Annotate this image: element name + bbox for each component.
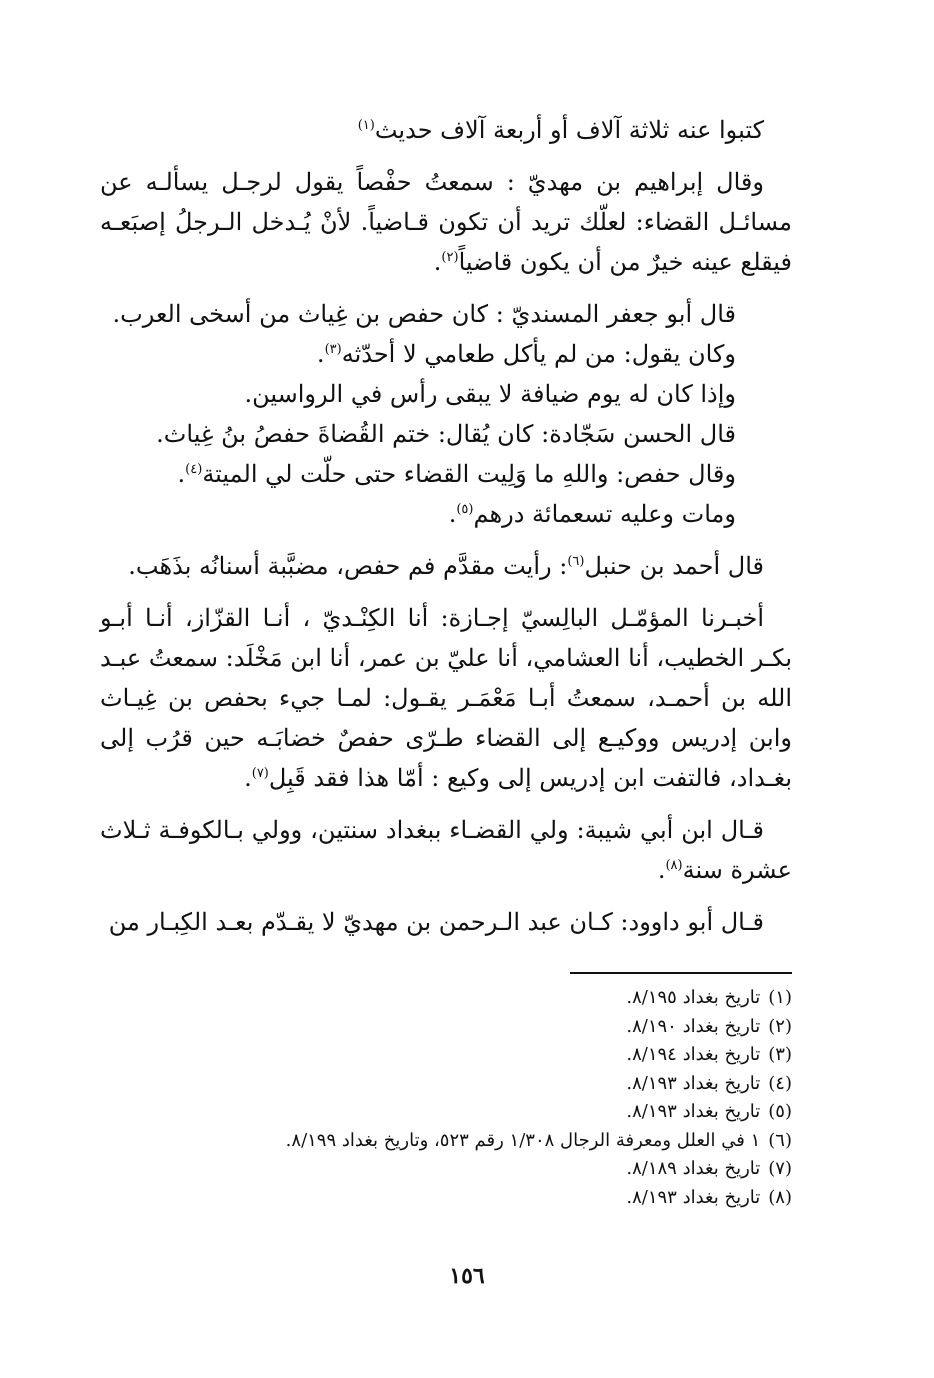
line-diyafa: وإذا كان له يوم ضيافة لا يبقى رأس في الرواسين.	[244, 380, 736, 408]
footnote-7	[100, 1155, 792, 1184]
line-wa-mata	[100, 494, 736, 534]
footnote-number: (٢)	[768, 1015, 792, 1037]
line-hasan-sajjada: قال الحسن سَجّادة: كان يُقال: ختم القُضاةَ حفصُ بنُ غِياث.	[156, 420, 736, 448]
footnote-ref-2: (٢)	[441, 250, 459, 265]
footnote-2	[100, 1013, 792, 1042]
footnote-3	[100, 1041, 792, 1070]
footnote-text: ١ في العلل ومعرفة الرجال ١/٣٠٨ رقم ٥٢٣، وتاريخ بغداد ٨/١٩٩.	[285, 1129, 761, 1151]
footnotes	[100, 984, 792, 1212]
footnote-text: تاريخ بغداد ٨/١٩٣.	[626, 1101, 761, 1122]
line-wa-mata-end: .	[448, 500, 457, 528]
footnote-number: (٥)	[768, 1101, 792, 1122]
footnote-8	[100, 1184, 792, 1213]
footnote-number: (٦)	[768, 1129, 792, 1151]
paragraph-2	[100, 162, 792, 282]
paragraph-4-text: أخبـرنا المؤمّـل البالِسيّ إجـازة: أنا الكِنْـديّ ، أنـا القزّاز، أنـا أبـو بكـر الخطيب، أنا العشامي، أنا عليّ بن عمر، أنا ابن مَخْلَد: سمعتُ عبـد الله بن أحمـد، سمعتُ أبـا مَعْمَـر يقـول: لمـا جيء بحفص بن غِيـاث وابن إدريس ووكيـع إلى القضاء طـرّى حفصٌ خضابَـه حين قرُب إلى بغـداد، فالتفت ابن إدريس إلى وكيع : أمّا هذا فقد قَبِل	[100, 604, 792, 792]
footnote-ref-3: (٣)	[324, 342, 342, 357]
footnote-ref-7: (٧)	[251, 766, 269, 781]
footnote-number: (٣)	[768, 1044, 792, 1065]
footnote-text: تاريخ بغداد ٨/١٩٣.	[626, 1186, 761, 1208]
paragraph-2-end: .	[433, 248, 442, 276]
paragraph-6-text: قـال أبو داوود: كـان عبد الـرحمن بن مهديّ لا يقـدّم بعـد الكِبـار من	[108, 908, 764, 936]
footnote-ref-8: (٨)	[665, 858, 683, 873]
footnote-text: تاريخ بغداد ٨/١٩٣.	[626, 1072, 761, 1094]
line-qala-hafs-text: وقال حفص: واللهِ ما وَلِيت القضاء حتى حلّت لي الميتة	[202, 460, 736, 488]
paragraph-5	[100, 810, 792, 890]
line-qala-hafs	[100, 454, 736, 494]
line-wa-mata-text: ومات وعليه تسعمائة درهم	[473, 500, 736, 528]
footnote-ref-5: (٥)	[456, 502, 474, 517]
footnote-ref-6: (٦)	[567, 554, 585, 569]
paragraph-4	[100, 598, 792, 798]
paragraph-3-lead: قال أحمد بن حنبل	[584, 552, 764, 580]
paragraph-5-end: .	[657, 856, 666, 884]
paragraph-6	[100, 902, 792, 942]
footnote-1	[100, 984, 792, 1013]
footnote-text: تاريخ بغداد ٨/١٩٠.	[626, 1015, 761, 1037]
footnote-separator	[570, 972, 792, 974]
line-wa-kana-yaqul	[100, 334, 736, 374]
paragraph-4-end: .	[244, 764, 252, 792]
footnote-number: (٧)	[768, 1158, 792, 1179]
footnote-text: تاريخ بغداد ٨/١٩٥.	[626, 987, 761, 1008]
paragraph-2-text: وقال إبراهيم بن مهديّ : سمعتُ حفْصاً يقول لرجـل يسألـه عن مسائـل القضاء: لعلّك تريد أن تكون قـاضياً. لأنْ يُـدخل الـرجلُ إصبَعـه فيقلع عينه خيرٌ من أن يكون قاضياً	[100, 168, 792, 276]
footnote-ref-4: (٤)	[185, 462, 203, 477]
footnote-number: (١)	[768, 987, 792, 1008]
paragraph-1-text: كتبوا عنه ثلاثة آلاف أو أربعة آلاف حديث	[374, 116, 764, 144]
footnote-text: تاريخ بغداد ٨/١٨٩.	[626, 1158, 761, 1179]
footnote-6	[100, 1127, 792, 1156]
page-number: ١٥٦	[449, 1263, 485, 1289]
line-abu-jafar: قال أبو جعفر المسنديّ : كان حفص بن غِياث من أسخى العرب.	[112, 300, 736, 328]
paragraph-3	[100, 546, 792, 586]
line-wa-kana-yaqul-end: .	[316, 340, 325, 368]
footnote-number: (٨)	[768, 1186, 792, 1208]
line-qala-hafs-end: .	[177, 460, 186, 488]
short-lines-group	[100, 294, 792, 534]
footnote-number: (٤)	[768, 1072, 792, 1094]
main-text	[100, 110, 792, 954]
paragraph-5-text: قـال ابن أبي شيبة: ولي القضـاء ببغداد سنتين، وولي بـالكوفـة ثـلاث عشرة سنة	[100, 816, 792, 884]
paragraph-3-text: : رأيت مقدَّم فم حفص، مضبَّبة أسنانُه بذَهَب.	[128, 552, 568, 580]
footnote-5	[100, 1098, 792, 1127]
line-wa-kana-yaqul-text: وكان يقول: من لم يأكل طعامي لا أحدّثه	[341, 340, 736, 368]
footnote-ref-1: (١)	[357, 118, 375, 133]
footnote-text: تاريخ بغداد ٨/١٩٤.	[626, 1044, 761, 1065]
footnote-4	[100, 1070, 792, 1099]
paragraph-1	[100, 110, 792, 150]
